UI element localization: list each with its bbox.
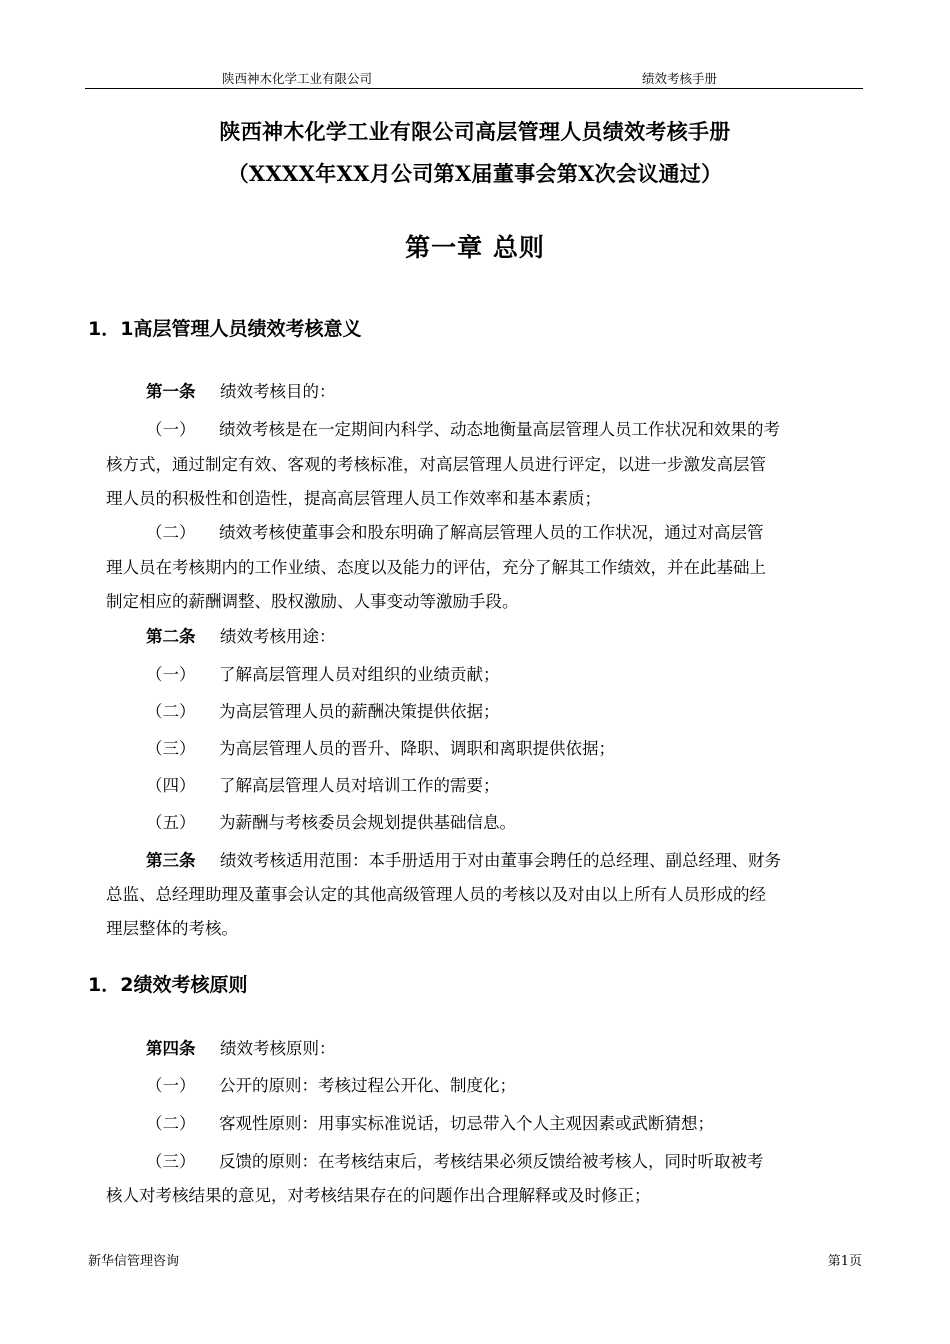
list-item bbox=[146, 809, 516, 833]
item-text: 为高层管理人员的薪酬决策提供依据； bbox=[219, 702, 500, 721]
list-item bbox=[146, 698, 500, 722]
list-item bbox=[146, 1110, 714, 1134]
article-text: 绩效考核用途： bbox=[220, 627, 336, 646]
document-title: 陕西神木化学工业有限公司高层管理人员绩效考核手册 bbox=[219, 119, 731, 144]
paragraph-line: 理人员在考核期内的工作业绩、态度以及能力的评估，充分了解其工作绩效，并在此基础上 bbox=[106, 558, 766, 577]
list-item bbox=[146, 1148, 764, 1172]
item-number: （一） bbox=[146, 665, 196, 684]
chapter-heading: 第一章 总则 bbox=[405, 233, 545, 262]
article-text: 绩效考核适用范围：本手册适用于对由董事会聘任的总经理、副总经理、财务 bbox=[220, 851, 781, 870]
item-text: 了解高层管理人员对组织的业绩贡献； bbox=[219, 665, 500, 684]
article-text: 绩效考核目的： bbox=[220, 382, 336, 401]
item-number: （二） bbox=[146, 1114, 196, 1133]
article-label: 第四条 bbox=[146, 1039, 196, 1058]
paragraph-line bbox=[146, 416, 780, 440]
paragraph-line: 理人员的积极性和创造性，提高高层管理人员工作效率和基本素质； bbox=[106, 489, 601, 508]
list-item bbox=[146, 772, 500, 796]
item-text: 为高层管理人员的晋升、降职、调职和离职提供依据； bbox=[219, 739, 615, 758]
item-number: （一） bbox=[146, 1076, 196, 1095]
article-label: 第三条 bbox=[146, 851, 196, 870]
paragraph-line: 理层整体的考核。 bbox=[106, 919, 238, 938]
item-text: 为薪酬与考核委员会规划提供基础信息。 bbox=[219, 813, 516, 832]
section-heading-1-1: 1．1高层管理人员绩效考核意义 bbox=[88, 318, 362, 340]
item-number: （五） bbox=[146, 813, 196, 832]
paragraph-line: 制定相应的薪酬调整、股权激励、人事变动等激励手段。 bbox=[106, 592, 519, 611]
item-number: （二） bbox=[146, 523, 196, 542]
item-number: （四） bbox=[146, 776, 196, 795]
item-text: 公开的原则：考核过程公开化、制度化； bbox=[219, 1076, 516, 1095]
header-company: 陕西神木化学工业有限公司 bbox=[222, 71, 373, 86]
paragraph-line: 总监、总经理助理及董事会认定的其他高级管理人员的考核以及对由以上所有人员形成的经 bbox=[106, 885, 766, 904]
item-text: 反馈的原则：在考核结束后，考核结果必须反馈给被考核人，同时听取被考 bbox=[219, 1152, 764, 1171]
article-2 bbox=[146, 623, 336, 647]
article-1 bbox=[146, 378, 336, 402]
header-doc-title: 绩效考核手册 bbox=[642, 71, 718, 86]
section-heading-1-2: 1．2绩效考核原则 bbox=[88, 974, 248, 996]
item-text: 客观性原则：用事实标准说话，切忌带入个人主观因素或武断猜想； bbox=[219, 1114, 714, 1133]
list-item bbox=[146, 661, 500, 685]
list-item bbox=[146, 1072, 516, 1096]
item-number: （一） bbox=[146, 420, 196, 439]
item-number: （三） bbox=[146, 739, 196, 758]
item-text: 了解高层管理人员对培训工作的需要； bbox=[219, 776, 500, 795]
paragraph-line: 核方式，通过制定有效、客观的考核标准，对高层管理人员进行评定，以进一步激发高层管 bbox=[106, 455, 766, 474]
footer-company: 新华信管理咨询 bbox=[88, 1254, 180, 1269]
paragraph-line bbox=[146, 519, 764, 543]
list-item bbox=[146, 735, 615, 759]
document-subtitle: （XXXX年XX月公司第X届董事会第X次会议通过） bbox=[227, 161, 723, 186]
paragraph-line: 核人对考核结果的意见，对考核结果存在的问题作出合理解释或及时修正； bbox=[106, 1186, 651, 1205]
article-label: 第二条 bbox=[146, 627, 196, 646]
article-label: 第一条 bbox=[146, 382, 196, 401]
item-number: （三） bbox=[146, 1152, 196, 1171]
page-number: 第1页 bbox=[827, 1254, 862, 1269]
item-text: 绩效考核使董事会和股东明确了解高层管理人员的工作状况，通过对高层管 bbox=[219, 523, 764, 542]
item-text: 绩效考核是在一定期间内科学、动态地衡量高层管理人员工作状况和效果的考 bbox=[219, 420, 780, 439]
page-header bbox=[85, 66, 863, 89]
article-4 bbox=[146, 1035, 336, 1059]
article-3 bbox=[146, 847, 781, 871]
item-number: （二） bbox=[146, 702, 196, 721]
article-text: 绩效考核原则： bbox=[220, 1039, 336, 1058]
